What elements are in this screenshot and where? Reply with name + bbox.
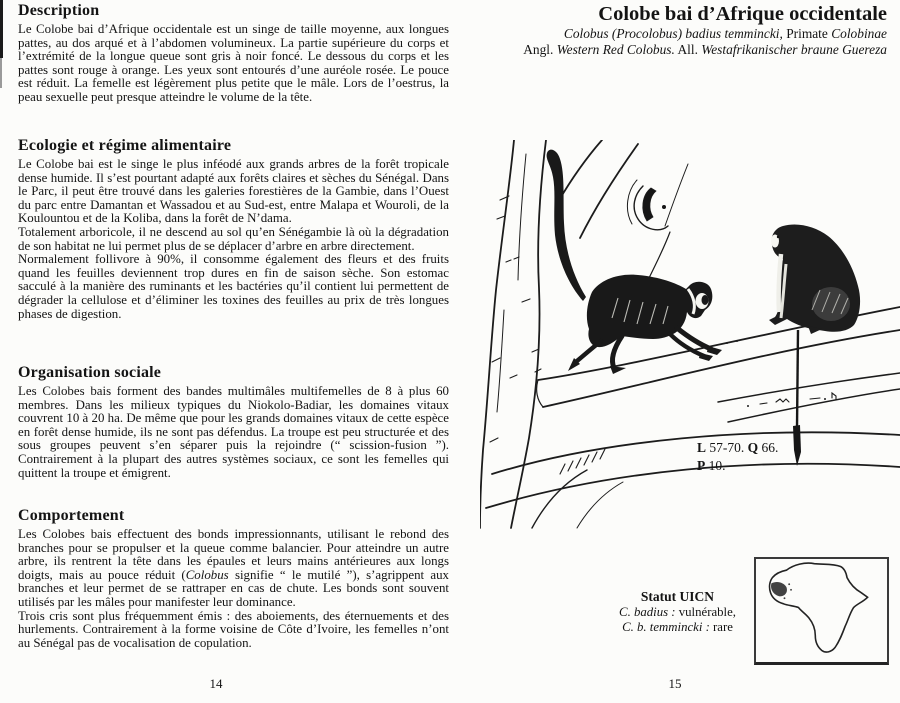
scientific-name-line: [457, 26, 887, 42]
scan-edge-artifact-fade: [0, 58, 2, 88]
section-comportement: [18, 507, 449, 650]
page-number-right: 15: [668, 676, 682, 691]
measurements-caption: [697, 439, 778, 474]
german-label: All.: [674, 41, 702, 57]
german-name: Westafrikanischer braune Guereza: [701, 41, 887, 57]
section-description: [18, 2, 449, 105]
weight-label: P: [697, 457, 706, 473]
ecologie-paragraph-1: Le Colobe bai est le singe le plus inféodé aux grands arbres de la forêt tropicale dense humide. Il s’est pourtant adapté aux forêts claires et sèches du Sénégal. Dans le Parc, il peut être trouvé dans les galeries forestières de la Gambie, dans l’Ouest du parc entre Damantan et Wassadou et au Sud-est, entre Malapa et Wouroli, de la Koulountou et de la Koliba, dans la forêt de N’dama.: [18, 157, 449, 226]
page-number-left: 14: [209, 676, 223, 691]
section-ecologie: [18, 137, 449, 321]
weight-value: 10.: [705, 457, 726, 473]
english-name: Western Red Colobus.: [556, 41, 675, 57]
organisation-paragraph: Les Colobes bais forment des bandes multimâles multifemelles de 8 à plus 60 membres. Dans les milieux typiques du Niokolo-Badiar, les domaines vitaux couvrent 10 à 20 ha. De même que pour les grands domaines vitaux de cette espèce en forêt dense humide, ils ne sont pas défendus. La troupe est peu structurée et des sous groupes peuvent s’en séparer puis la rejoindre (“ scission-fusion ”). Contrairement à la plupart des autres systèmes sociaux, ce sont les femelles qui quittent la troupe et émigrent.: [18, 384, 449, 480]
status-value-2: rare: [709, 620, 733, 634]
comportement-text-post: signifie “ le mutilé ”), s’agrippent aux branches et leur permet de se rattraper en cas de chute. Les bonds sont souvent utilisés par les mâles pour manifester leur dominance.: [18, 567, 449, 609]
iucn-status-line-1: [580, 605, 775, 621]
colobus-illustration: [480, 140, 900, 530]
range-map-box: [754, 557, 889, 665]
foreign-names-line: [457, 42, 887, 58]
comportement-text-pre: Les Colobes bais effectuent des bonds impressionnants, utilisant le rebond des branches pour se propulser et la queue comme balancier. Pour atteindre un autre arbre, ils rentrent la tête dans les épaules et leurs mains antérieures aux longs doigts, mais au pouce réduit (: [18, 527, 449, 582]
status-value-1: vulnérable,: [675, 604, 736, 619]
section-heading-ecologie: Ecologie et régime alimentaire: [18, 137, 232, 154]
comportement-paragraph-1: [18, 528, 449, 610]
species-abbrev-1: C. badius :: [619, 604, 676, 619]
iucn-status-line-2: [580, 620, 775, 636]
section-organisation: [18, 364, 449, 480]
length-value: 57-70.: [706, 440, 748, 455]
measurements-line-2: [697, 457, 778, 475]
section-heading-organisation: Organisation sociale: [18, 364, 162, 381]
ecologie-paragraph-2: Totalement arboricole, il ne descend au sol qu’en Sénégambie là où la dégradation de son habitat ne lui permet plus de se déplacer d’arbre en arbre directement.: [18, 224, 449, 253]
africa-range-map: [756, 559, 883, 657]
section-heading-description: Description: [18, 2, 100, 19]
description-paragraph: Le Colobe bai d’Afrique occidentale est un singe de taille moyenne, aux longues pattes, au dos arqué et à l’abdomen volumineux. La partie supérieure du corps et l’extrémité de la longue queue sont gris à noir foncé. Le dessous du corps et les pattes sont rouge à orange. Les yeux sont entourés d’une auréole rosée. Le pouce est réduit. La femelle est légèrement plus petite que le mâle. Lors de l’oestrus, la peau sexuelle peut presque atteindre le volume de la tête.: [18, 22, 449, 104]
species-header: [457, 2, 887, 57]
english-label: Angl.: [523, 41, 557, 57]
species-abbrev-2: C. b. temmincki :: [622, 620, 710, 634]
range-shading: [771, 582, 787, 596]
subfamily-name: Colobinae: [831, 26, 887, 41]
comportement-paragraph-2: Trois cris sont plus fréquemment émis : des aboiements, des éternuements et des hurlements. Contrairement à la forme voisine de Côte d’Ivoire, les femelles n’ont au Sénégal pas de vocalisation de copulation.: [18, 608, 449, 650]
page-title: Colobe bai d’Afrique occidentale: [598, 3, 887, 25]
length-label: L: [697, 440, 707, 455]
iucn-status-block: [580, 589, 775, 636]
section-heading-comportement: Comportement: [18, 507, 125, 524]
tail-value: 66.: [758, 440, 779, 455]
tail-label: Q: [747, 440, 759, 455]
taxon-roman: Primate: [782, 26, 832, 41]
ecologie-paragraph-3: Normalement follivore à 90%, il consomme également des fleurs et des fruits quand les feuilles deviennent trop dures en fin de saison sèche. Son estomac sacculé à la manière des ruminants et les bactéries qu’il contient lui permettent de dégrader la cellulose et d’éliminer les toxines des feuilles au prix de très longues phases de digestion.: [18, 252, 449, 321]
comportement-latin-name: Colobus: [185, 567, 229, 582]
measurements-line-1: [697, 439, 778, 457]
scan-edge-artifact: [0, 0, 3, 58]
latin-name: Colobus (Procolobus) badius temmincki,: [563, 26, 783, 41]
iucn-status-heading: Statut UICN: [640, 589, 715, 604]
